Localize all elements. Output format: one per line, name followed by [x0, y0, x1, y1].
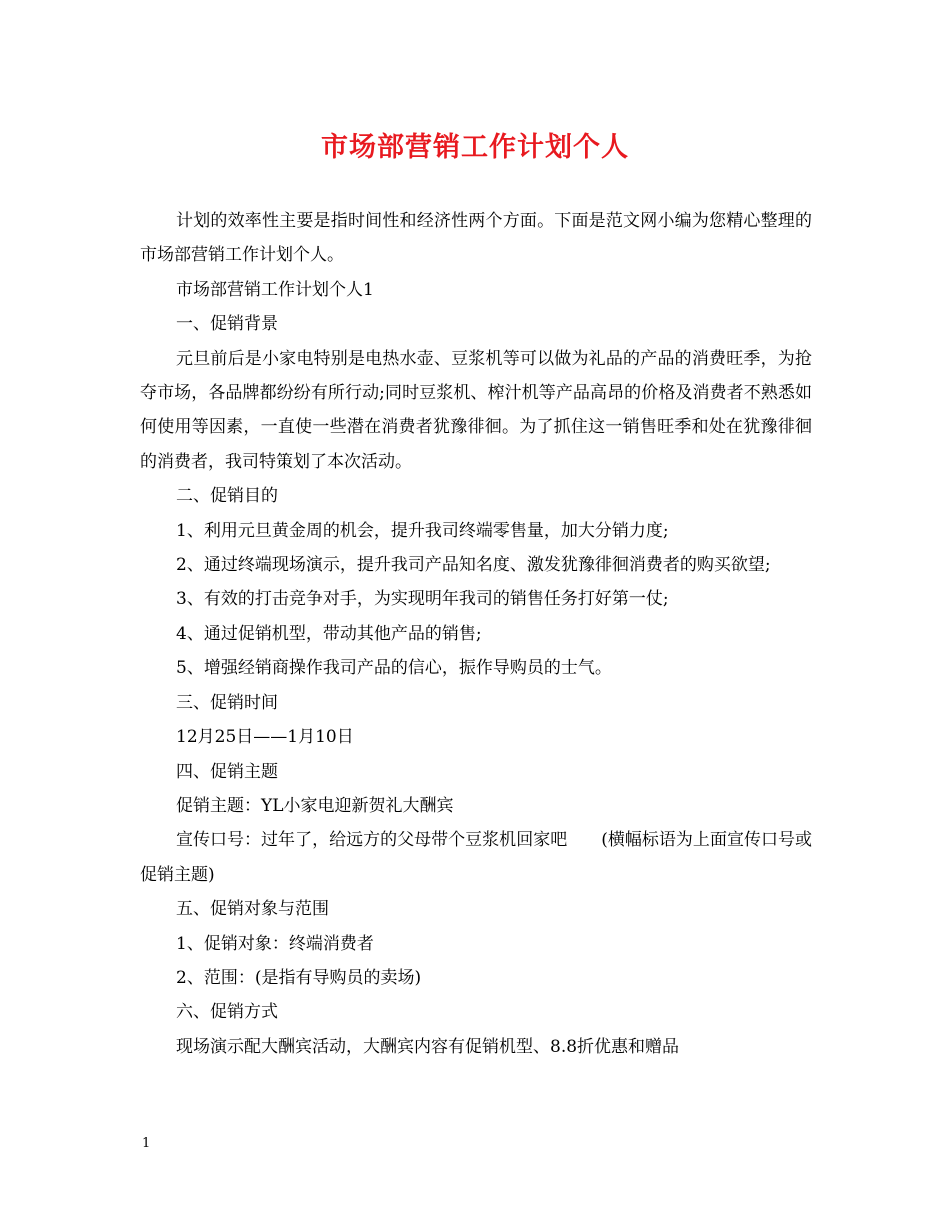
background-paragraph: 元旦前后是小家电特别是电热水壶、豆浆机等可以做为礼品的产品的消费旺季，为抢夺市场，各品牌都纷纷有所行动;同时豆浆机、榨汁机等产品高昂的价格及消费者不熟悉如何使用等因素，一直使一些潜在消费者犹豫徘徊。为了抓住这一销售旺季和处在犹豫徘徊的消费者，我司特策划了本次活动。 — [140, 348, 812, 472]
target-item-1: 1、促销对象：终端消费者 — [176, 933, 374, 954]
section-heading-time: 三、促销时间 — [176, 692, 278, 713]
purpose-item-4: 4、通过促销机型，带动其他产品的销售; — [176, 623, 482, 644]
plan-subtitle: 市场部营销工作计划个人1 — [176, 279, 374, 300]
document-title: 市场部营销工作计划个人 — [321, 132, 629, 163]
promotion-theme: 促销主题：YL小家电迎新贺礼大酬宾 — [176, 795, 454, 816]
section-heading-purpose: 二、促销目的 — [176, 486, 278, 507]
target-item-2: 2、范围：(是指有导购员的卖场) — [176, 967, 422, 988]
intro-paragraph: 计划的效率性主要是指时间性和经济性两个方面。下面是范文网小编为您精心整理的市场部营销工作计划个人。 — [140, 211, 812, 266]
purpose-item-1: 1、利用元旦黄金周的机会，提升我司终端零售量，加大分销力度; — [176, 520, 669, 541]
section-heading-theme: 四、促销主题 — [176, 761, 278, 782]
section-heading-background: 一、促销背景 — [176, 314, 278, 335]
purpose-item-3: 3、有效的打击竞争对手，为实现明年我司的销售任务打好第一仗; — [176, 589, 669, 610]
section-heading-target: 五、促销对象与范围 — [176, 899, 329, 920]
page-number: 1 — [142, 1136, 151, 1151]
method-paragraph: 现场演示配大酬宾活动，大酬宾内容有促销机型、8.8折优惠和赠品 — [176, 1036, 680, 1057]
purpose-item-2: 2、通过终端现场演示，提升我司产品知名度、激发犹豫徘徊消费者的购买欲望; — [176, 555, 771, 576]
promotion-slogan: 宣传口号：过年了，给远方的父母带个豆浆机回家吧 (横幅标语为上面宣传口号或促销主题) — [140, 830, 812, 885]
section-heading-method: 六、促销方式 — [176, 1002, 278, 1023]
promotion-time: 12月25日——1月10日 — [176, 727, 354, 748]
document-body — [140, 204, 812, 1064]
purpose-item-5: 5、增强经销商操作我司产品的信心，振作导购员的士气。 — [176, 658, 612, 679]
